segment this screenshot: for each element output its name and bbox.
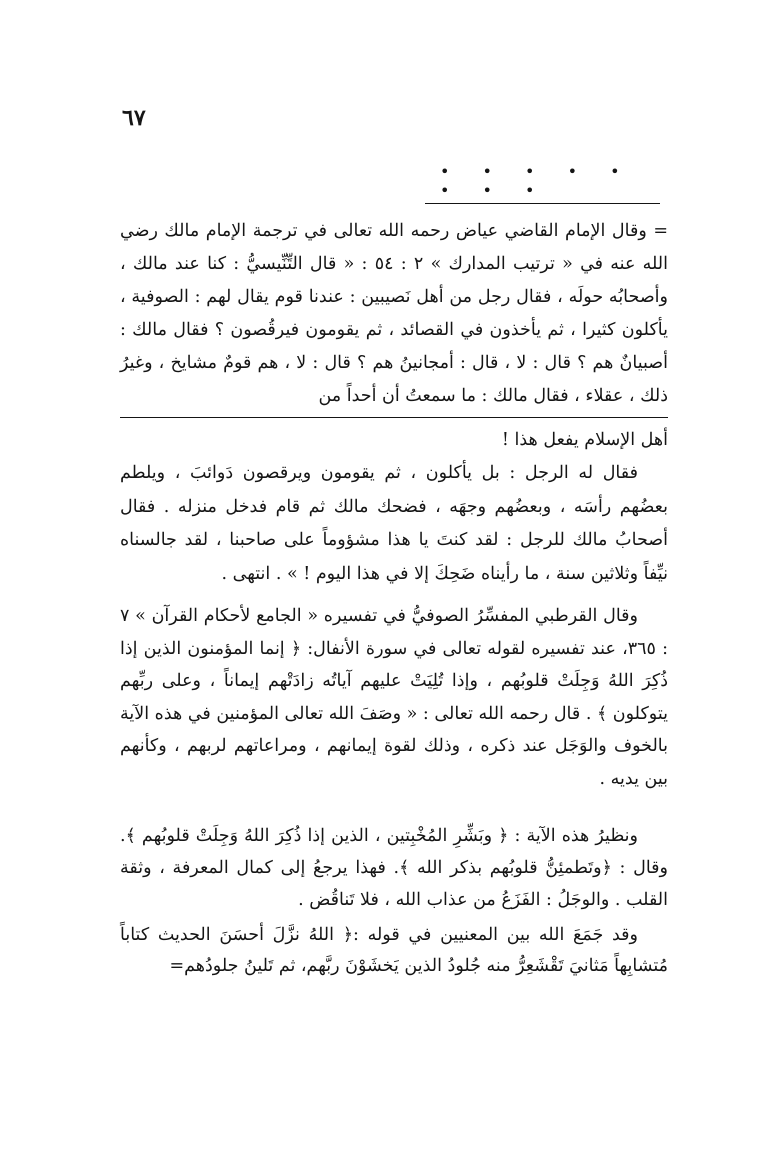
paragraph-malik-end: أهل الإسلام يفعل هذا !: [501, 430, 668, 450]
page-number: ٦٧: [122, 105, 146, 131]
paragraph-reply: [120, 457, 668, 591]
paragraph-reply-text: فقال له الرجل : بل يأكلون ، ثم يقومون ويرقصون دَوائبَ ، ويلطم بعضُهم رأسَه ، وبعضُهم وجهَه ، فضحك مالك ثم قام فدخل منزله . فقال أصحابُ مالك للرجل : لقد كنتَ يا هذا مشؤوماً على صاحبنا ، لقد جالسناه نيِّفاً وثلاثين سنة ، ما رأيناه ضَحِكَ إلا في هذا اليوم ! » . انتهى .: [120, 463, 668, 584]
separator-dots: • • • • • • • •: [440, 162, 634, 200]
underline-rule: [120, 417, 668, 418]
paragraph-malik-text: = وقال الإمام القاضي عياض رحمه الله تعالى في ترجمة الإمام مالك رضي الله عنه في « ترتيب المدارك » ٢ : ٥٤ : « قال التِّنِّيسيُّ : كنا عند مالك ، وأصحابُه حولَه ، فقال رجل من أهل نَصيبين : عندنا قوم يقال لهم : الصوفية ، يأكلون كثيرا ، ثم يأخذون في القصائد ، ثم يقومون فيرقُصون ؟ فقال مالك : أصبيانٌ هم ؟ قال : لا ، قال : أمجانينُ هم ؟ قال : لا ، هم قومٌ مشايخ ، وغيرُ ذلك ، عقلاء ، فقال مالك : ما سمعتُ أن أحداً من: [120, 221, 668, 406]
paragraph-malik: [120, 215, 668, 457]
paragraph-combined-meanings: [120, 920, 668, 982]
footnote-rule: [425, 203, 660, 204]
paragraph-combined-meanings-text: وقد جَمَعَ الله بين المعنيين في قوله :﴿ اللهُ نزَّلَ أحسَنَ الحديث كتاباً مُتشابِهاً مَثانيَ تَقْشَعِرُّ منه جُلودُ الذين يَخشَوْنَ ربَّهم، ثم تَلينُ جلودُهم=: [120, 925, 668, 976]
paragraph-similar-verse: [120, 820, 668, 916]
paragraph-qurtubi-text: وقال القرطبي المفسِّرُ الصوفيُّ في تفسيره « الجامع لأحكام القرآن » ٧ : ٣٦٥، عند تفسيره لقوله تعالى في سورة الأنفال: ﴿ إنما المؤمنون الذين إذا ذُكِرَ اللهُ وَجِلَتْ قلوبُهم ، وإذا تُلِيَتْ عليهم آياتُه زادَتْهم إيماناً ، وعلى ربِّهم يتوكلون ﴾ . قال رحمه الله تعالى : « وصَفَ الله تعالى المؤمنين في هذه الآية بالخوف والوَجَل عند ذكره ، وذلك لقوة إيمانهم ، ومراعاتهم لربهم ، وكأنهم بين يديه .: [120, 606, 668, 789]
paragraph-similar-verse-text: ونظيرُ هذه الآية : ﴿ وبَشِّرِ المُخْبِتين ، الذين إذا ذُكِرَ اللهُ وَجِلَتْ قلوبُهم ﴾. وقال : ﴿وتَطمئِنُّ قلوبُهم بذكر الله ﴾. فهذا يرجعُ إلى كمال المعرفة ، وثقة القلب . والوجَلُ : الفَزَعُ من عذاب الله ، فلا تَناقُض .: [120, 826, 668, 910]
paragraph-qurtubi: [120, 600, 668, 795]
